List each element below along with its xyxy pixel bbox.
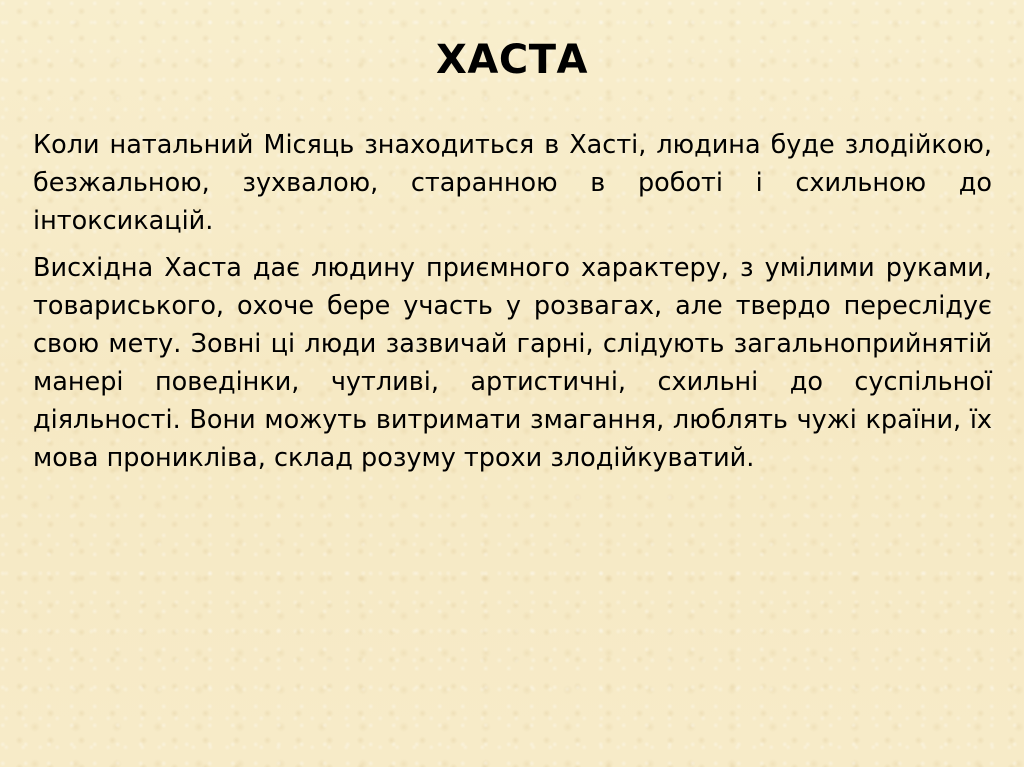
paragraph-moon-in-hasta: Коли натальний Місяць знаходиться в Хасті, людина буде злодійкою, безжальною, зухвалою, старанною в роботі і схильною до інтоксикацій. [33,130,992,236]
paragraph-ascendant-hasta: Висхідна Хаста дає людину приємного характеру, з умілими руками, товариського, охоче бере участь у розвагах, але твердо переслідує свою мету. Зовні ці люди зазвичай гарні, слідують загальноприйнятій манері поведінки, чутливі, артистичні, схильні до суспільної діяльності. Вони можуть витримати змагання, люблять чужі країни, їх мова проникліва, склад розуму трохи злодійкуватий. [33,253,992,473]
slide-body [33,126,992,486]
slide-title: ХАСТА [436,37,588,83]
